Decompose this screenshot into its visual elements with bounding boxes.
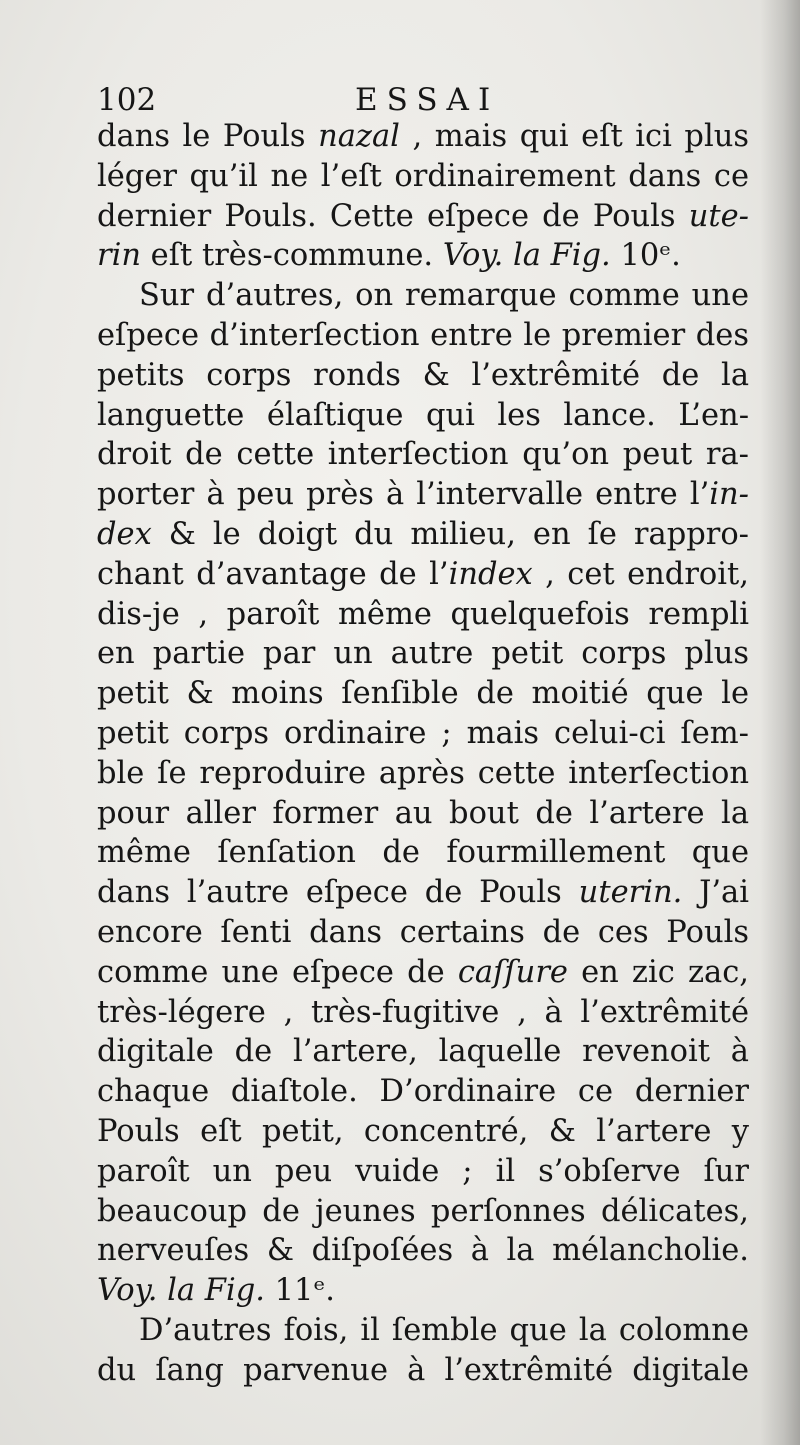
text-segment: ble ſe reproduire après cette interſection (97, 755, 749, 791)
text-line (97, 276, 749, 316)
italic-text: Voy. la Fig. (97, 1273, 265, 1309)
text-segment: dis-je , paroît même quelquefois rempli (97, 596, 749, 632)
italic-text: nazal (318, 119, 400, 154)
text-line (97, 1192, 749, 1232)
text-line (97, 953, 749, 993)
text-segment: très-légere , très-fugitive , à l’extrêmité (97, 994, 749, 1030)
text-segment: encore ſenti dans certains de ces Pouls (97, 914, 749, 950)
text-line (97, 396, 749, 436)
text-line (97, 1112, 749, 1152)
text-segment: dans le Pouls (97, 119, 319, 154)
italic-text: in- (709, 477, 749, 513)
text-line (97, 794, 749, 834)
body-text (97, 117, 749, 1391)
text-segment: droit de cette interſection qu’on peut ra- (97, 437, 749, 473)
text-line (97, 1072, 749, 1112)
text-segment: petit & moins ſenſible de moitié que le (97, 676, 749, 712)
italic-text: rin (97, 238, 141, 274)
text-line (97, 1271, 749, 1311)
text-segment: 11ᵉ. (264, 1273, 335, 1309)
text-line (97, 435, 749, 475)
text-line (97, 674, 749, 714)
text-segment: du ſang parvenue à l’extrêmité digitale (97, 1352, 749, 1388)
text-segment: & le doigt du milieu, en ſe rappro- (151, 516, 749, 552)
text-line (97, 634, 749, 674)
page-header (97, 78, 747, 122)
italic-text: dex (97, 516, 152, 552)
text-line (97, 475, 749, 515)
text-segment: chant d’avantage de l’ (97, 556, 449, 592)
text-segment: léger qu’il ne l’eſt ordinairement dans ce (97, 158, 749, 194)
text-segment: porter à peu près à l’intervalle entre l’ (97, 477, 710, 513)
text-segment: D’autres fois, il ſemble que la colomne (139, 1312, 749, 1348)
text-segment: Pouls eſt petit, concentré, & l’artere y (97, 1113, 749, 1149)
text-segment: en partie par un autre petit corps plus (97, 636, 749, 672)
text-line (97, 316, 749, 356)
text-line (97, 1152, 749, 1192)
text-line (97, 1032, 749, 1072)
text-segment: dans l’autre eſpece de Pouls (97, 875, 579, 911)
text-segment: pour aller former au bout de l’artere la (97, 795, 749, 831)
italic-text: uterin. (578, 875, 683, 911)
text-line (97, 714, 749, 754)
text-line (97, 197, 749, 237)
italic-text: caſſure (457, 954, 568, 990)
text-line (97, 117, 749, 157)
text-line (97, 555, 749, 595)
text-segment: chaque diaſtole. D’ordinaire ce dernier (97, 1074, 749, 1110)
text-segment: petit corps ordinaire ; mais celui-ci ſem- (97, 715, 749, 751)
text-segment: nerveuſes & diſpoſées à la mélancholie. (97, 1233, 749, 1269)
text-segment: paroît un peu vuide ; il s’obſerve ſur (97, 1153, 749, 1189)
text-line (97, 833, 749, 873)
text-segment: eſt très-commune. (140, 238, 443, 274)
text-segment: même ſenſation de fourmillement que (97, 835, 749, 871)
text-line (97, 595, 749, 635)
italic-text: Voy. la Fig. (442, 238, 611, 274)
text-segment: languette élaſtique qui les lance. L’en- (97, 397, 749, 433)
text-segment: digitale de l’artere, laquelle revenoit à (97, 1034, 749, 1070)
italic-text: ute- (688, 198, 749, 234)
text-line (97, 515, 749, 555)
text-segment: beaucoup de jeunes perſonnes délicates, (97, 1193, 749, 1229)
page-number: 102 (97, 82, 157, 118)
text-line (97, 993, 749, 1033)
text-line (97, 754, 749, 794)
text-line (97, 873, 749, 913)
text-line (97, 913, 749, 953)
text-line (97, 356, 749, 396)
text-line (97, 1311, 749, 1351)
text-segment: J’ai (682, 875, 749, 911)
text-line (97, 157, 749, 197)
text-segment: en zic zac, (567, 954, 749, 990)
text-segment: , mais qui eſt ici plus (399, 119, 749, 154)
text-line (97, 1351, 749, 1391)
running-head: ESSAI (355, 82, 500, 118)
text-segment: Sur d’autres, on remarque comme une (139, 278, 749, 314)
italic-text: index (448, 556, 533, 592)
text-line (97, 236, 749, 276)
text-segment: eſpece d’interſection entre le premier des (97, 317, 749, 353)
text-segment: comme une eſpece de (97, 954, 458, 990)
text-segment: , cet endroit, (532, 556, 749, 592)
text-segment: 10ᵉ. (610, 238, 681, 274)
text-line (97, 1231, 749, 1271)
text-segment: petits corps ronds & l’extrêmité de la (97, 357, 749, 393)
text-segment: dernier Pouls. Cette eſpece de Pouls (97, 198, 689, 234)
